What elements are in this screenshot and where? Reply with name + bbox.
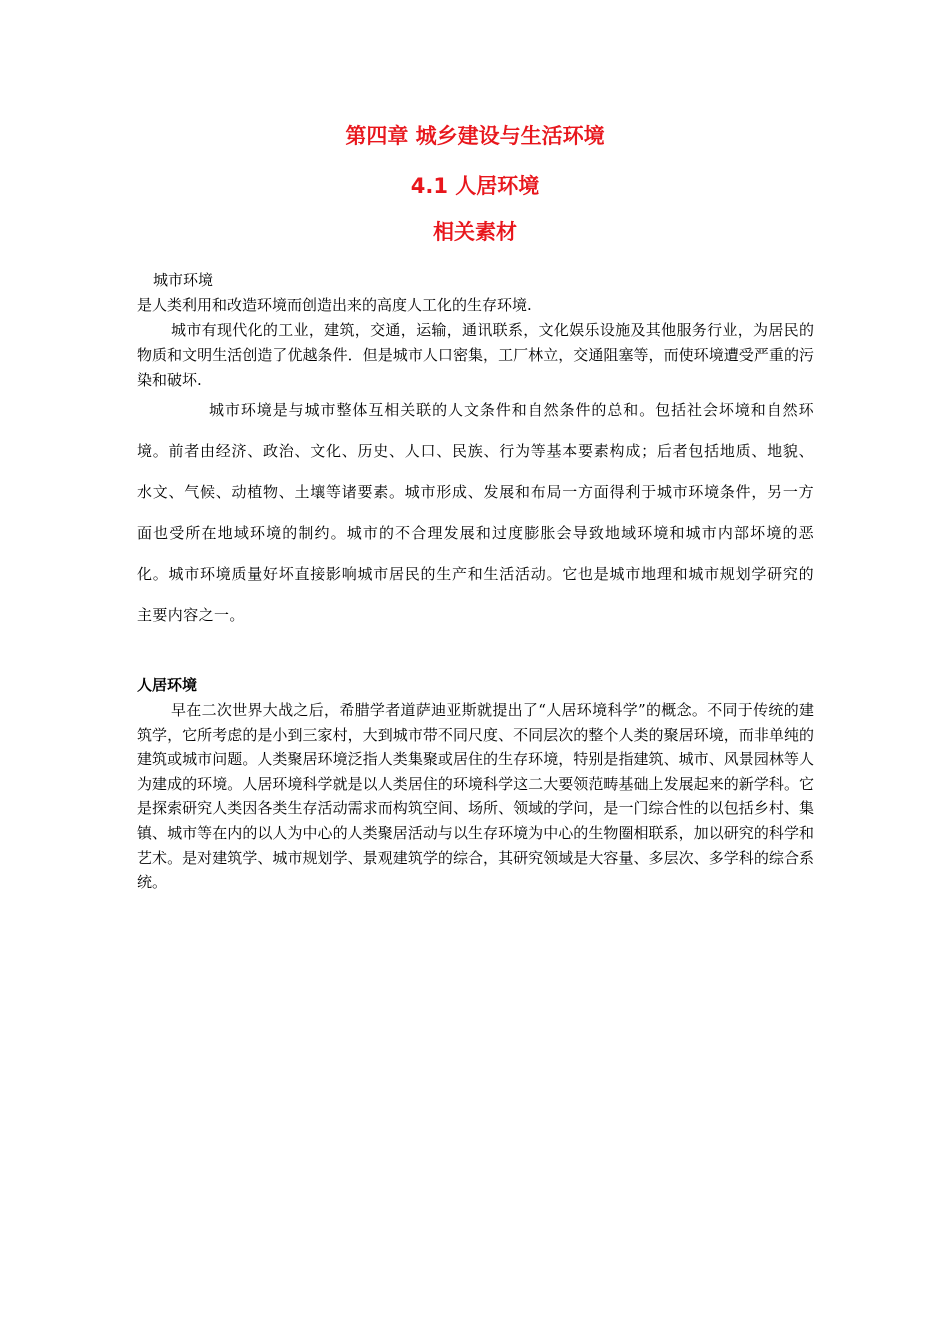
subtitle: 相关素材 (433, 220, 517, 244)
habitat-section-heading: 人居环境 (137, 676, 198, 694)
urban-environment-term: 城市环境 (153, 271, 214, 289)
urban-environment-detail: 城市环境是与城市整体互相关联的人文条件和自然条件的总和。包括社会坏境和自然环境。前者由经济、政治、文化、历史、人口、民族、行为等基本要素构成；后者包括地质、地貌、水文、气候、动植物、土壤等诸要素。城市形成、发展和布局一方面得利于城市环境条件，另一方面也受所在地域环境的制约。城市的不合理发展和过度膨胀会导致地域环境和城市内部坏境的恶化。城市环境质量好坏直接影响城市居民的生产和生活活动。它也是城市地理和城市规划学研究的主要内容之一。 (137, 401, 814, 624)
section-title: 4.1 人居环境 (410, 174, 540, 198)
chapter-title: 第四章 城乡建设与生活环境 (345, 124, 605, 148)
urban-environment-definition: 是人类利用和改造环境而创造出来的高度人工化的生存环境. (137, 296, 532, 314)
urban-environment-paragraph: 城市有现代化的工业，建筑，交通，运输，通讯联系，文化娱乐设施及其他服务行业，为居民的物质和文明生活创造了优越条件．但是城市人口密集，工厂林立，交通阻塞等，而使环境遭受严重的污染和破坏. (137, 321, 814, 389)
habitat-paragraph: 早在二次世界大战之后，希腊学者道萨迪亚斯就提出了“人居环境科学”的概念。不同于传统的建筑学，它所考虑的是小到三家村，大到城市带不同尺度、不同层次的整个人类的聚居环境，而非单纯的建筑或城市问题。人类聚居环境泛指人类集聚或居住的生存环境，特别是指建筑、城市、风景园林等人为建成的环境。人居环境科学就是以人类居住的环境科学这二大要领范畴基础上发展起来的新学科。它是探索研究人类因各类生存活动需求而构筑空间、场所、领域的学问，是一门综合性的以包括乡村、集镇、城市等在内的以人为中心的人类聚居活动与以生存环境为中心的生物圈相联系，加以研究的科学和艺术。是对建筑学、城市规划学、景观建筑学的综合，其研究领域是大容量、多层次、多学科的综合系统。 (137, 701, 814, 892)
